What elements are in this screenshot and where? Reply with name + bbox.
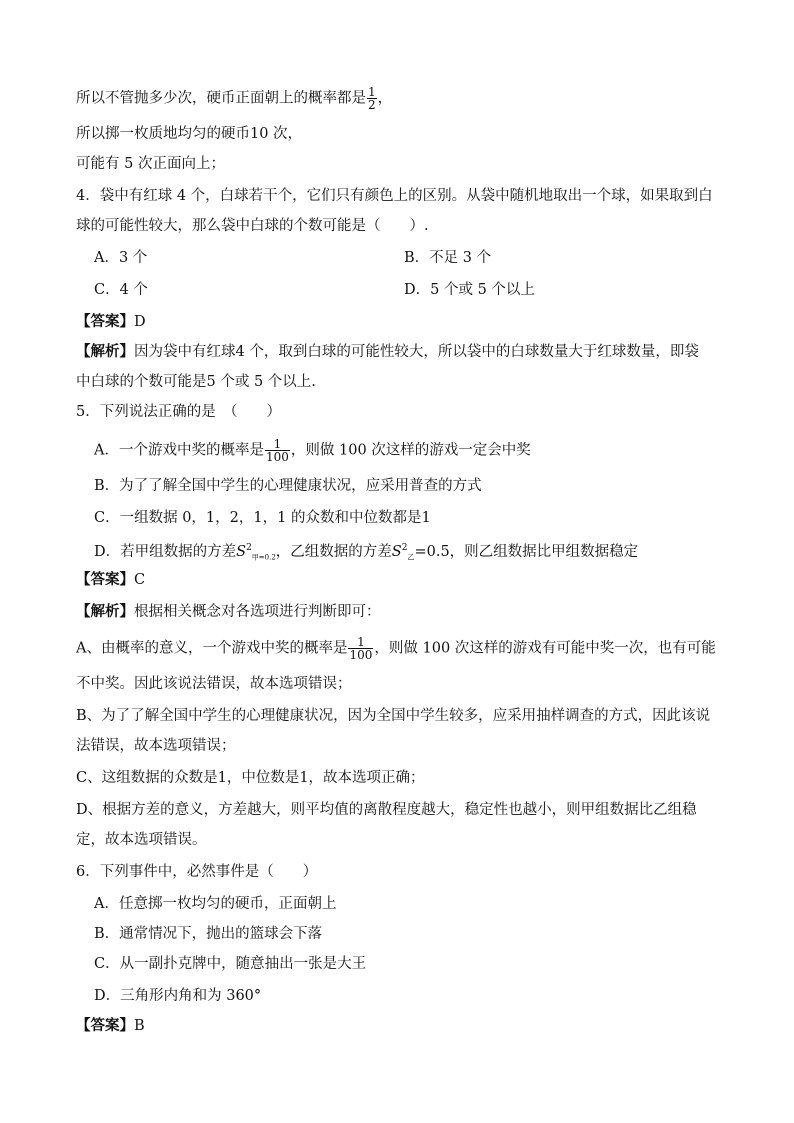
fraction-one-hundredth xyxy=(265,438,290,463)
q6-answer xyxy=(76,1016,145,1036)
q6-stem: 6．下列事件中，必然事件是（ ） xyxy=(76,864,318,880)
q5-analysis-a-line1 xyxy=(76,636,716,661)
answer-tag: 【答案】 xyxy=(76,313,134,330)
subscript: 甲=0.2 xyxy=(251,553,276,562)
numerator: 1 xyxy=(265,438,290,451)
denominator: 100 xyxy=(265,450,289,464)
q5-analysis-b-line2: 法错误，故本选项错误； xyxy=(76,738,236,754)
text: ，则做 100 次这样的游戏有可能中奖一次，也有可能 xyxy=(374,640,716,657)
q6-option-d: D．三角形内角和为 360° xyxy=(94,988,262,1004)
variance-symbol: S xyxy=(236,543,247,560)
superscript: 2 xyxy=(401,543,408,553)
q4-option-c: C．4 个 xyxy=(94,282,148,298)
answer-tag: 【答案】 xyxy=(76,1017,134,1034)
q4-answer xyxy=(76,312,146,332)
q5-analysis-c: C、这组数据的众数是1，中位数是1，故本选项正确； xyxy=(76,770,425,786)
analysis-tag: 【解析】 xyxy=(76,343,134,360)
q6-option-b: B．通常情况下，抛出的篮球会下落 xyxy=(94,926,323,942)
q4-stem-line2: 球的可能性较大，那么袋中白球的个数可能是（ ）. xyxy=(76,218,429,234)
numerator: 1 xyxy=(348,636,373,649)
q5-analysis-intro xyxy=(76,602,381,622)
q4-option-d: D．5 个或 5 个以上 xyxy=(404,282,535,298)
denominator: 2 xyxy=(368,98,376,112)
answer-value: B xyxy=(134,1018,145,1034)
q4-option-a: A．3 个 xyxy=(94,250,148,266)
subscript: 乙 xyxy=(407,553,415,562)
variance-symbol: S xyxy=(391,543,402,560)
q5-answer xyxy=(76,570,145,590)
fraction-one-half xyxy=(367,86,377,111)
q5-analysis-d-line2: 定，故本选项错误。 xyxy=(76,832,207,848)
text: 因为袋中有红球4 个，取到白球的可能性较大，所以袋中的白球数量大于红球数量，即袋 xyxy=(134,344,699,360)
text: =0.5，则乙组数据比甲组数据稳定 xyxy=(414,543,639,560)
fraction-one-hundredth xyxy=(348,636,373,661)
q5-analysis-d-line1: D、根据方差的意义，方差越大，则平均值的离散程度越大，稳定性也越小，则甲组数据比乙组稳 xyxy=(76,802,697,818)
q4-stem-line1: 4．袋中有红球 4 个，白球若干个，它们只有颜色上的区别。从袋中随机地取出一个球，如果取到白 xyxy=(76,188,713,204)
text: 所以不管抛多少次，硬币正面朝上的概率都是 xyxy=(76,90,366,107)
denominator: 100 xyxy=(349,648,373,662)
analysis-tag: 【解析】 xyxy=(76,603,134,620)
text: ， xyxy=(377,90,393,107)
q4-analysis-line2: 中白球的个数可能是5 个或 5 个以上. xyxy=(76,374,316,390)
q6-option-a: A．任意掷一枚均匀的硬币，正面朝上 xyxy=(94,896,337,912)
line-probability-half xyxy=(76,86,392,111)
q5-option-d xyxy=(94,538,638,568)
q5-option-b: B．为了了解全国中学生的心理健康状况，应采用普查的方式 xyxy=(94,478,482,494)
superscript: 2 xyxy=(246,543,252,553)
q5-analysis-a-line2: 不中奖。因此该说法错误，故本选项错误； xyxy=(76,676,352,692)
text: ，乙组数据的方差 xyxy=(275,543,392,560)
q6-option-c: C．从一副扑克牌中，随意抽出一张是大王 xyxy=(94,956,367,972)
text: D．若甲组数据的方差 xyxy=(94,543,237,560)
answer-value: D xyxy=(134,314,146,330)
q4-analysis-line1 xyxy=(76,342,699,362)
q5-option-c: C．一组数据 0，1，2，1，1 的众数和中位数都是1 xyxy=(94,510,431,526)
text: A、由概率的意义，一个游戏中奖的概率是 xyxy=(76,640,348,657)
answer-tag: 【答案】 xyxy=(76,571,134,588)
q4-option-b: B．不足 3 个 xyxy=(404,250,492,266)
text: 根据相关概念对各选项进行判断即可： xyxy=(134,604,381,620)
line-five-heads: 可能有 5 次正面向上； xyxy=(76,156,225,172)
numerator: 1 xyxy=(368,85,376,99)
q5-stem: 5．下列说法正确的是 （ ） xyxy=(76,404,281,420)
q5-analysis-b-line1: B、为了了解全国中学生的心理健康状况，因为全国中学生较多，应采用抽样调查的方式，因此该说 xyxy=(76,708,711,724)
q5-option-a xyxy=(94,438,531,463)
line-toss-ten: 所以掷一枚质地均匀的硬币10 次， xyxy=(76,126,303,142)
text: A．一个游戏中奖的概率是 xyxy=(94,442,264,459)
text: ，则做 100 次这样的游戏一定会中奖 xyxy=(290,442,531,459)
answer-value: C xyxy=(134,572,146,588)
